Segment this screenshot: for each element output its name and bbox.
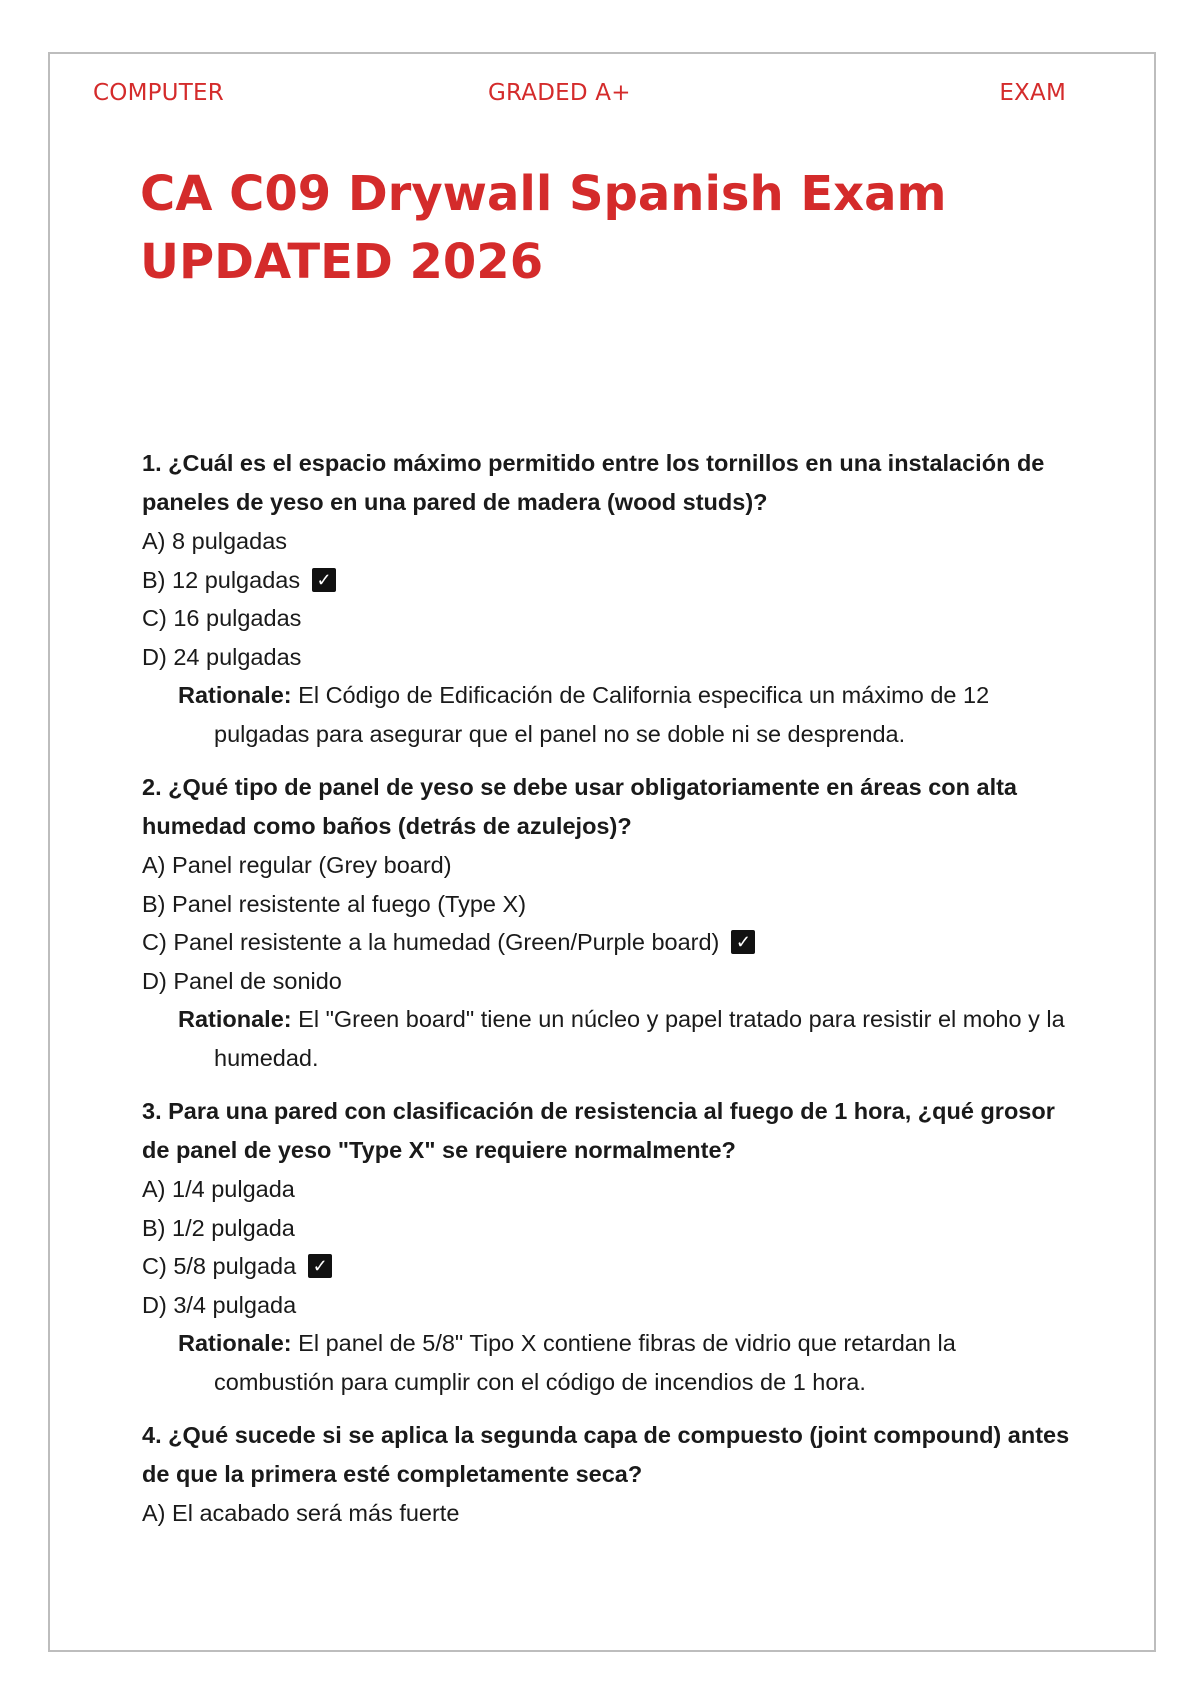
rationale xyxy=(178,676,1072,754)
answer-option: D) 3/4 pulgada xyxy=(142,1291,297,1318)
checkmark-icon: ✓ xyxy=(312,568,336,592)
question-text: 1. ¿Cuál es el espacio máximo permitido entre los tornillos en una instalación de paneles de yeso en una pared de madera (wood studs)? xyxy=(142,450,1045,515)
rationale xyxy=(178,1324,1072,1402)
question-block-4 xyxy=(142,1416,1072,1533)
document-title: CA C09 Drywall Spanish Exam UPDATED 2026 xyxy=(140,166,947,290)
question-block-1 xyxy=(142,444,1072,754)
answer-option: B) 1/2 pulgada xyxy=(142,1214,295,1241)
checkmark-icon: ✓ xyxy=(731,930,755,954)
rationale-text: El panel de 5/8" Tipo X contiene fibras de vidrio que retardan la combustión para cumplir con el código de incendios de 1 hora. xyxy=(214,1330,956,1395)
answer-option-correct: B) 12 pulgadas ✓ xyxy=(142,561,1072,600)
answer-option-correct: C) Panel resistente a la humedad (Green/Purple board) ✓ xyxy=(142,923,1072,962)
rationale-text: El "Green board" tiene un núcleo y papel tratado para resistir el moho y la humedad. xyxy=(214,1006,1065,1071)
page-header xyxy=(93,80,1066,116)
question-block-3 xyxy=(142,1092,1072,1402)
answer-option: A) 1/4 pulgada xyxy=(142,1176,295,1202)
rationale-label: Rationale: xyxy=(178,1330,292,1356)
answer-option-correct: C) 5/8 pulgada ✓ xyxy=(142,1247,1072,1286)
rationale xyxy=(178,1000,1072,1078)
header-left-text: COMPUTER xyxy=(93,80,224,106)
checkmark-icon: ✓ xyxy=(308,1254,332,1278)
question-block-2 xyxy=(142,768,1072,1078)
exam-content xyxy=(142,444,1072,1547)
answer-option: D) 24 pulgadas xyxy=(142,643,302,670)
answer-option: B) Panel resistente al fuego (Type X) xyxy=(142,890,527,917)
answer-option: D) Panel de sonido xyxy=(142,967,342,994)
question-text: 4. ¿Qué sucede si se aplica la segunda capa de compuesto (joint compound) antes de que la primera esté completamente seca? xyxy=(142,1422,1070,1487)
answer-option: A) 8 pulgadas xyxy=(142,528,288,554)
question-text: 2. ¿Qué tipo de panel de yeso se debe usar obligatoriamente en áreas con alta humedad como baños (detrás de azulejos)? xyxy=(142,774,1017,839)
header-center-text: GRADED A+ xyxy=(488,80,631,106)
rationale-text: El Código de Edificación de California especifica un máximo de 12 pulgadas para asegurar que el panel no se doble ni se desprenda. xyxy=(214,682,990,747)
rationale-label: Rationale: xyxy=(178,1006,292,1032)
rationale-label: Rationale: xyxy=(178,682,292,708)
header-right-text: EXAM xyxy=(999,80,1066,106)
question-text: 3. Para una pared con clasificación de resistencia al fuego de 1 hora, ¿qué grosor de panel de yeso "Type X" se requiere normalmente? xyxy=(142,1098,1055,1163)
answer-option: C) 16 pulgadas xyxy=(142,605,302,631)
answer-option: A) Panel regular (Grey board) xyxy=(142,852,452,878)
answer-option: A) El acabado será más fuerte xyxy=(142,1500,460,1526)
